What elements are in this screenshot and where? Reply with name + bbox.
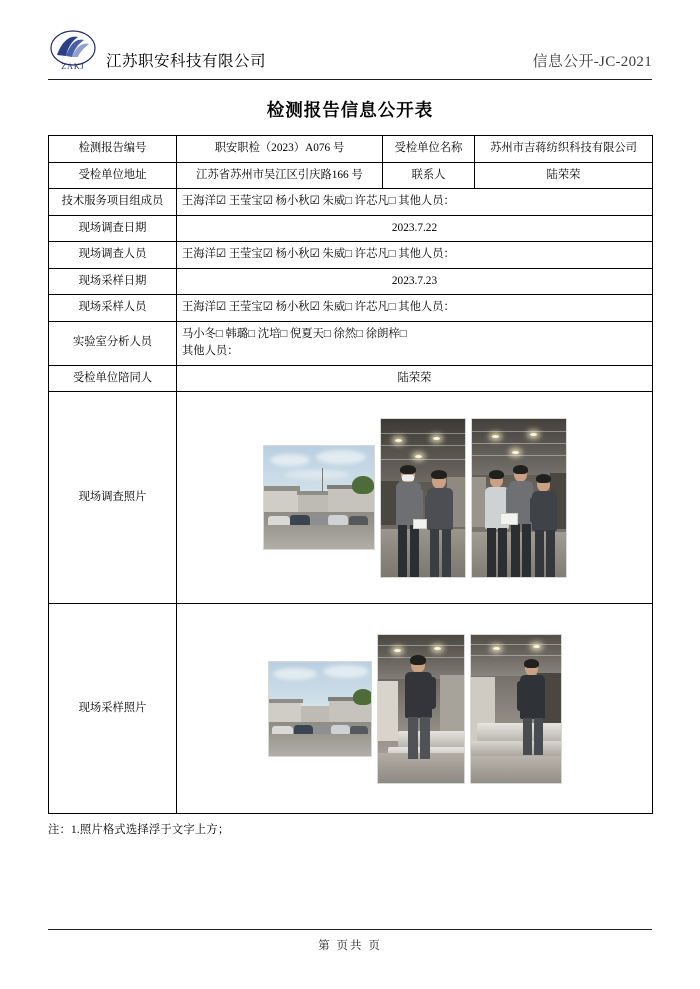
table-row <box>49 295 653 322</box>
survey-staff-value: 王海洋☑ 王莹宝☑ 杨小秋☑ 朱威□ 许芯凡□ 其他人员： <box>177 242 653 269</box>
client-address-label: 受检单位地址 <box>49 162 177 189</box>
sampling-staff-value: 王海洋☑ 王莹宝☑ 杨小秋☑ 朱威□ 许芯凡□ 其他人员： <box>177 295 653 322</box>
sampling-photos-cell <box>177 604 653 814</box>
report-no-label: 检测报告编号 <box>49 136 177 163</box>
footnote: 注：1.照片格式选择浮于文字上方； <box>48 824 230 836</box>
table-row <box>49 268 653 295</box>
lab-staff-line-1: 马小冬□ 韩璐□ 沈培□ 倪夏天□ 徐然□ 徐朗梓□ <box>182 327 407 340</box>
page-title: 检测报告信息公开表 <box>266 100 434 120</box>
survey-photo-yard <box>263 445 375 550</box>
table-row <box>49 321 653 365</box>
company-logo-icon <box>48 29 98 73</box>
escort-label: 受检单位陪同人 <box>49 365 177 392</box>
table-row <box>49 189 653 216</box>
contact-label: 联系人 <box>383 162 475 189</box>
sampling-date-value: 2023.7.23 <box>177 268 653 295</box>
sampling-photos-label: 现场采样照片 <box>49 604 177 814</box>
table-row <box>49 242 653 269</box>
sampling-photo-strip <box>182 608 647 809</box>
sampling-photo-machine-1 <box>377 634 465 784</box>
table-row <box>49 215 653 242</box>
document-code: 信息公开-JC-2021 <box>532 54 652 70</box>
svg-text:ZAKJ: ZAKJ <box>61 62 85 71</box>
survey-photo-strip <box>182 396 647 599</box>
client-name-label: 受检单位名称 <box>383 136 475 163</box>
survey-photo-interview <box>380 418 466 578</box>
company-brand <box>48 29 266 73</box>
client-name-value: 苏州市吉蒋纺织科技有限公司 <box>475 136 653 163</box>
survey-staff-label: 现场调查人员 <box>49 242 177 269</box>
document-header <box>48 28 652 80</box>
escort-value: 陆荣荣 <box>177 365 653 392</box>
team-value: 王海洋☑ 王莹宝☑ 杨小秋☑ 朱威□ 许芯凡□ 其他人员： <box>177 189 653 216</box>
report-info-table <box>48 135 653 814</box>
team-label: 技术服务项目组成员 <box>49 189 177 216</box>
contact-value: 陆荣荣 <box>475 162 653 189</box>
report-no-value: 职安职检（2023）A076 号 <box>177 136 383 163</box>
table-row <box>49 162 653 189</box>
sampling-photo-yard <box>268 661 372 757</box>
survey-photos-label: 现场调查照片 <box>49 392 177 604</box>
lab-staff-value <box>177 321 653 365</box>
client-address-value: 江苏省苏州市吴江区引庆路166 号 <box>177 162 383 189</box>
lab-staff-label: 实验室分析人员 <box>49 321 177 365</box>
lab-staff-line-2: 其他人员： <box>182 345 239 357</box>
sampling-date-label: 现场采样日期 <box>49 268 177 295</box>
table-row <box>49 136 653 163</box>
table-row <box>49 365 653 392</box>
survey-photo-group <box>471 418 567 578</box>
page-footer: 第 页共 页 <box>48 929 652 953</box>
sampling-staff-label: 现场采样人员 <box>49 295 177 322</box>
sampling-photo-machine-2 <box>470 634 562 784</box>
table-row-survey-photos <box>49 392 653 604</box>
survey-date-value: 2023.7.22 <box>177 215 653 242</box>
survey-date-label: 现场调查日期 <box>49 215 177 242</box>
table-row-sampling-photos <box>49 604 653 814</box>
survey-photos-cell <box>177 392 653 604</box>
company-name: 江苏职安科技有限公司 <box>106 53 267 70</box>
